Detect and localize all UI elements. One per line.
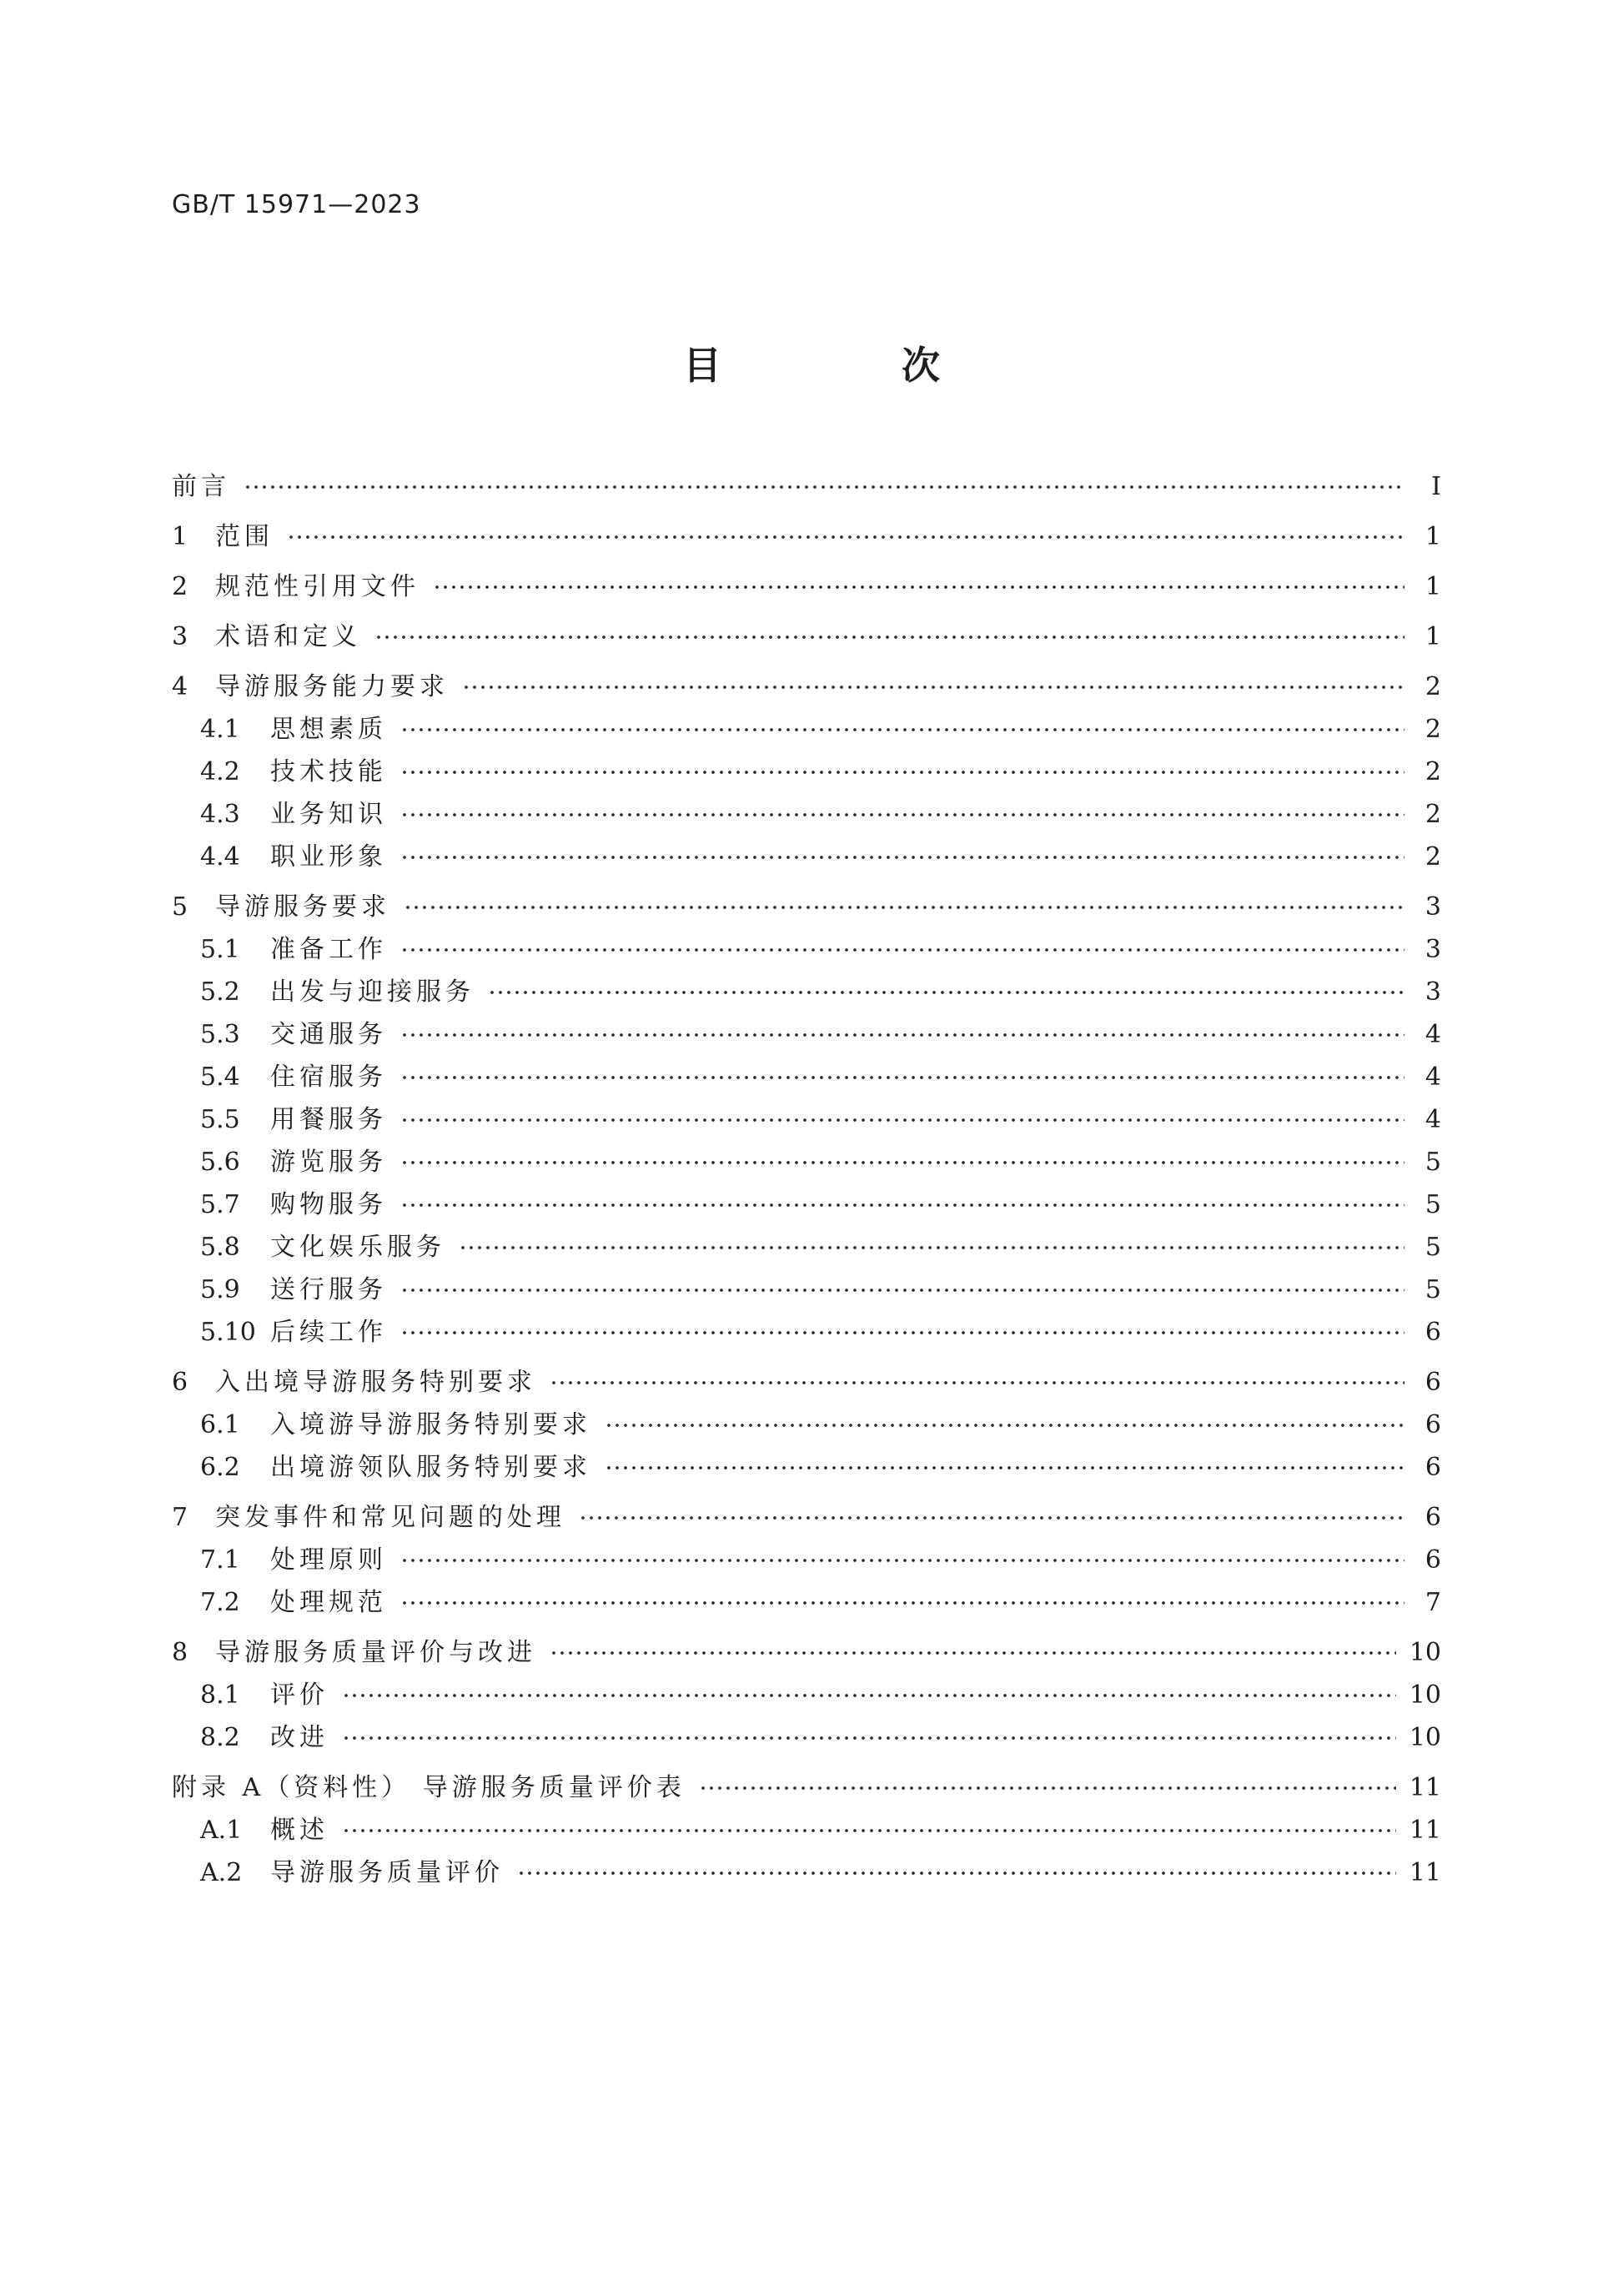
toc-entry-number: 5.8	[200, 1233, 240, 1262]
toc-entry-number: 4.2	[200, 757, 240, 786]
toc-entry-number: 5.7	[200, 1190, 240, 1219]
toc-entry-number: A.2	[200, 1858, 243, 1887]
toc-entry-number: 4	[172, 672, 188, 701]
toc-dot-leader	[404, 906, 1404, 909]
toc-entry[interactable]	[172, 619, 1441, 656]
toc-dot-leader	[342, 1694, 1396, 1697]
toc-dot-leader	[400, 1601, 1404, 1605]
toc-entry-number: 7	[172, 1503, 188, 1532]
toc-dot-leader	[517, 1871, 1396, 1875]
toc-entry-number: A.1	[200, 1816, 243, 1845]
toc-entry-label: 导游服务要求	[215, 892, 390, 922]
toc-entry[interactable]	[172, 1364, 1441, 1401]
toc-page-number: 1	[1425, 522, 1441, 551]
toc-entry-label: 准备工作	[270, 935, 387, 964]
toc-page-number: 2	[1425, 842, 1441, 872]
toc-entry-number: 5.4	[200, 1063, 240, 1092]
toc-entry-label: 导游服务能力要求	[215, 672, 449, 701]
toc-page-number: 11	[1409, 1773, 1441, 1802]
toc-dot-leader	[400, 948, 1404, 952]
toc-entry-label: 规范性引用文件	[215, 572, 420, 601]
toc-dot-leader	[400, 771, 1404, 774]
toc-page-number: 5	[1425, 1233, 1441, 1262]
toc-entry-label: 思想素质	[270, 715, 387, 744]
standard-code: GB/T 15971—2023	[172, 190, 421, 219]
toc-entry-label: 业务知识	[270, 800, 387, 829]
toc-page-number: 5	[1425, 1190, 1441, 1219]
toc-dot-leader	[400, 1559, 1404, 1562]
toc-entry-number: 5	[172, 892, 188, 922]
toc-entry-label: 概述	[270, 1816, 329, 1845]
toc-entry-label: 出发与迎接服务	[270, 977, 475, 1007]
toc-entry-number: 5.3	[200, 1020, 240, 1049]
toc-entry-number: 4.4	[200, 842, 240, 872]
toc-page-number: 10	[1409, 1638, 1441, 1667]
toc-entry-number: 8.1	[200, 1681, 240, 1710]
toc-subentry[interactable]	[200, 1272, 1441, 1309]
toc-subentry[interactable]	[200, 1017, 1441, 1053]
toc-page-number: 5	[1425, 1275, 1441, 1304]
toc-dot-leader	[374, 636, 1404, 639]
toc-subentry[interactable]	[200, 1229, 1441, 1266]
toc-page-number: 1	[1425, 622, 1441, 651]
toc-entry-number: 7.1	[200, 1545, 240, 1575]
toc-entry[interactable]	[172, 519, 1441, 555]
toc-entry-label: 附录 A（资料性） 导游服务质量评价表	[172, 1773, 686, 1802]
toc-entry-label: 处理规范	[270, 1588, 387, 1617]
toc-subentry[interactable]	[200, 932, 1441, 968]
toc-page-number: 6	[1425, 1453, 1441, 1482]
toc-entry[interactable]	[172, 569, 1441, 605]
toc-dot-leader	[400, 1289, 1404, 1292]
toc-dot-leader	[400, 856, 1404, 859]
toc-page-number: 11	[1409, 1816, 1441, 1845]
toc-entry[interactable]	[172, 1500, 1441, 1536]
toc-dot-leader	[400, 1076, 1404, 1079]
toc-subentry[interactable]	[200, 839, 1441, 876]
toc-page-number: 10	[1409, 1723, 1441, 1752]
toc-entry-label: 技术技能	[270, 757, 387, 786]
toc-page-number: 2	[1425, 672, 1441, 701]
toc-page-number: 1	[1425, 572, 1441, 601]
toc-page-number: 2	[1425, 800, 1441, 829]
toc-dot-leader	[400, 1203, 1404, 1207]
toc-entry-label: 出境游领队服务特别要求	[270, 1453, 591, 1482]
toc-subentry[interactable]	[200, 1542, 1441, 1579]
toc-dot-leader	[342, 1736, 1396, 1740]
toc-entry[interactable]	[172, 1770, 1441, 1806]
toc-entry-number: 6.2	[200, 1453, 240, 1482]
toc-entry-label: 入境游导游服务特别要求	[270, 1410, 591, 1439]
toc-dot-leader	[400, 1118, 1404, 1122]
toc-subentry[interactable]	[200, 711, 1441, 748]
toc-dot-leader	[400, 1161, 1404, 1164]
toc-subentry[interactable]	[200, 1812, 1441, 1849]
toc-page-number: 6	[1425, 1318, 1441, 1347]
toc-entry-label: 导游服务质量评价与改进	[215, 1638, 536, 1667]
toc-dot-leader	[579, 1516, 1404, 1520]
toc-page-number: 11	[1409, 1858, 1441, 1887]
toc-subentry[interactable]	[200, 1187, 1441, 1223]
toc-entry-number: 5.5	[200, 1105, 240, 1134]
toc-entry-number: 6	[172, 1368, 188, 1397]
toc-subentry[interactable]	[200, 974, 1441, 1011]
toc-entry-number: 4.1	[200, 715, 240, 744]
toc-entry-number: 5.6	[200, 1148, 240, 1177]
toc-page-number: 6	[1425, 1410, 1441, 1439]
toc-entry-label: 住宿服务	[270, 1063, 387, 1092]
toc-dot-leader	[400, 813, 1404, 816]
toc-entry-label: 术语和定义	[215, 622, 361, 651]
toc-subentry[interactable]	[200, 1677, 1441, 1714]
toc-entry-number: 1	[172, 522, 188, 551]
toc-entry-label: 导游服务质量评价	[270, 1858, 504, 1887]
toc-dot-leader	[287, 535, 1404, 539]
toc-entry-number: 5.10	[200, 1318, 256, 1347]
toc-entry-label: 范围	[215, 522, 274, 551]
toc-entry-label: 游览服务	[270, 1148, 387, 1177]
toc-dot-leader	[342, 1829, 1396, 1832]
toc-entry-number: 3	[172, 622, 188, 651]
toc-dot-leader	[400, 728, 1404, 731]
toc-entry-number: 4.3	[200, 800, 240, 829]
toc-dot-leader	[699, 1786, 1396, 1790]
toc-dot-leader	[433, 585, 1404, 589]
toc-dot-leader	[400, 1331, 1404, 1334]
toc-page-number: 2	[1425, 757, 1441, 786]
toc-subentry[interactable]	[200, 1059, 1441, 1096]
toc-entry-label: 评价	[270, 1681, 329, 1710]
toc-page-number: 7	[1425, 1588, 1441, 1617]
toc-entry-label: 送行服务	[270, 1275, 387, 1304]
toc-page-number: 10	[1409, 1681, 1441, 1710]
toc-page-number: 4	[1425, 1063, 1441, 1092]
toc-entry-label: 用餐服务	[270, 1105, 387, 1134]
toc-page-number: 6	[1425, 1545, 1441, 1575]
toc-page-number: 4	[1425, 1020, 1441, 1049]
toc-entry-number: 5.1	[200, 935, 240, 964]
toc-dot-leader	[550, 1651, 1396, 1655]
toc-dot-leader	[605, 1424, 1404, 1427]
toc-subentry[interactable]	[200, 1585, 1441, 1621]
toc-entry-label: 交通服务	[270, 1020, 387, 1049]
toc-page-number: 3	[1425, 892, 1441, 922]
toc-entry-number: 7.2	[200, 1588, 240, 1617]
toc-entry-label: 处理原则	[270, 1545, 387, 1575]
toc-page-number: 3	[1425, 977, 1441, 1007]
toc-subentry[interactable]	[200, 1102, 1441, 1138]
toc-entry-number: 8.2	[200, 1723, 240, 1752]
toc-entry-number: 6.1	[200, 1410, 240, 1439]
toc-page-number: 3	[1425, 935, 1441, 964]
toc-page-number: 2	[1425, 715, 1441, 744]
toc-page-number: 4	[1425, 1105, 1441, 1134]
toc-subentry[interactable]	[200, 1449, 1441, 1486]
toc-subentry[interactable]	[200, 754, 1441, 791]
toc-entry-label: 入出境导游服务特别要求	[215, 1368, 536, 1397]
toc-page-number: 6	[1425, 1368, 1441, 1397]
toc-dot-leader	[550, 1381, 1404, 1384]
toc-dot-leader	[400, 1033, 1404, 1037]
toc-subentry[interactable]	[200, 796, 1441, 833]
toc-subentry[interactable]	[200, 1855, 1441, 1892]
toc-subentry[interactable]	[200, 1314, 1441, 1351]
toc-entry-number: 2	[172, 572, 188, 601]
toc-dot-leader	[488, 991, 1404, 994]
toc-entry-label: 后续工作	[270, 1318, 387, 1347]
toc-entry-number: 8	[172, 1638, 188, 1667]
toc-entry-label: 突发事件和常见问题的处理	[215, 1503, 565, 1532]
toc-page-number: I	[1431, 472, 1441, 501]
toc-subentry[interactable]	[200, 1407, 1441, 1444]
toc-subentry[interactable]	[200, 1720, 1441, 1756]
toc-entry-label: 职业形象	[270, 842, 387, 872]
toc-entry[interactable]	[172, 1635, 1441, 1671]
toc-dot-leader	[462, 686, 1404, 689]
toc-entry-number: 5.9	[200, 1275, 240, 1304]
toc-dot-leader	[459, 1246, 1404, 1249]
toc-entry[interactable]	[172, 889, 1441, 926]
toc-entry[interactable]	[172, 469, 1441, 505]
toc-entry-number: 5.2	[200, 977, 240, 1007]
toc-page-number: 5	[1425, 1148, 1441, 1177]
page-title: 目 次	[682, 343, 1023, 388]
toc-entry-label: 文化娱乐服务	[270, 1233, 445, 1262]
toc-subentry[interactable]	[200, 1144, 1441, 1181]
toc-dot-leader	[244, 485, 1404, 489]
toc-entry-label: 前言	[172, 472, 230, 501]
toc-page-number: 6	[1425, 1503, 1441, 1532]
toc-entry-label: 改进	[270, 1723, 329, 1752]
toc-entry[interactable]	[172, 669, 1441, 706]
toc-entry-label: 购物服务	[270, 1190, 387, 1219]
toc-dot-leader	[605, 1466, 1404, 1470]
